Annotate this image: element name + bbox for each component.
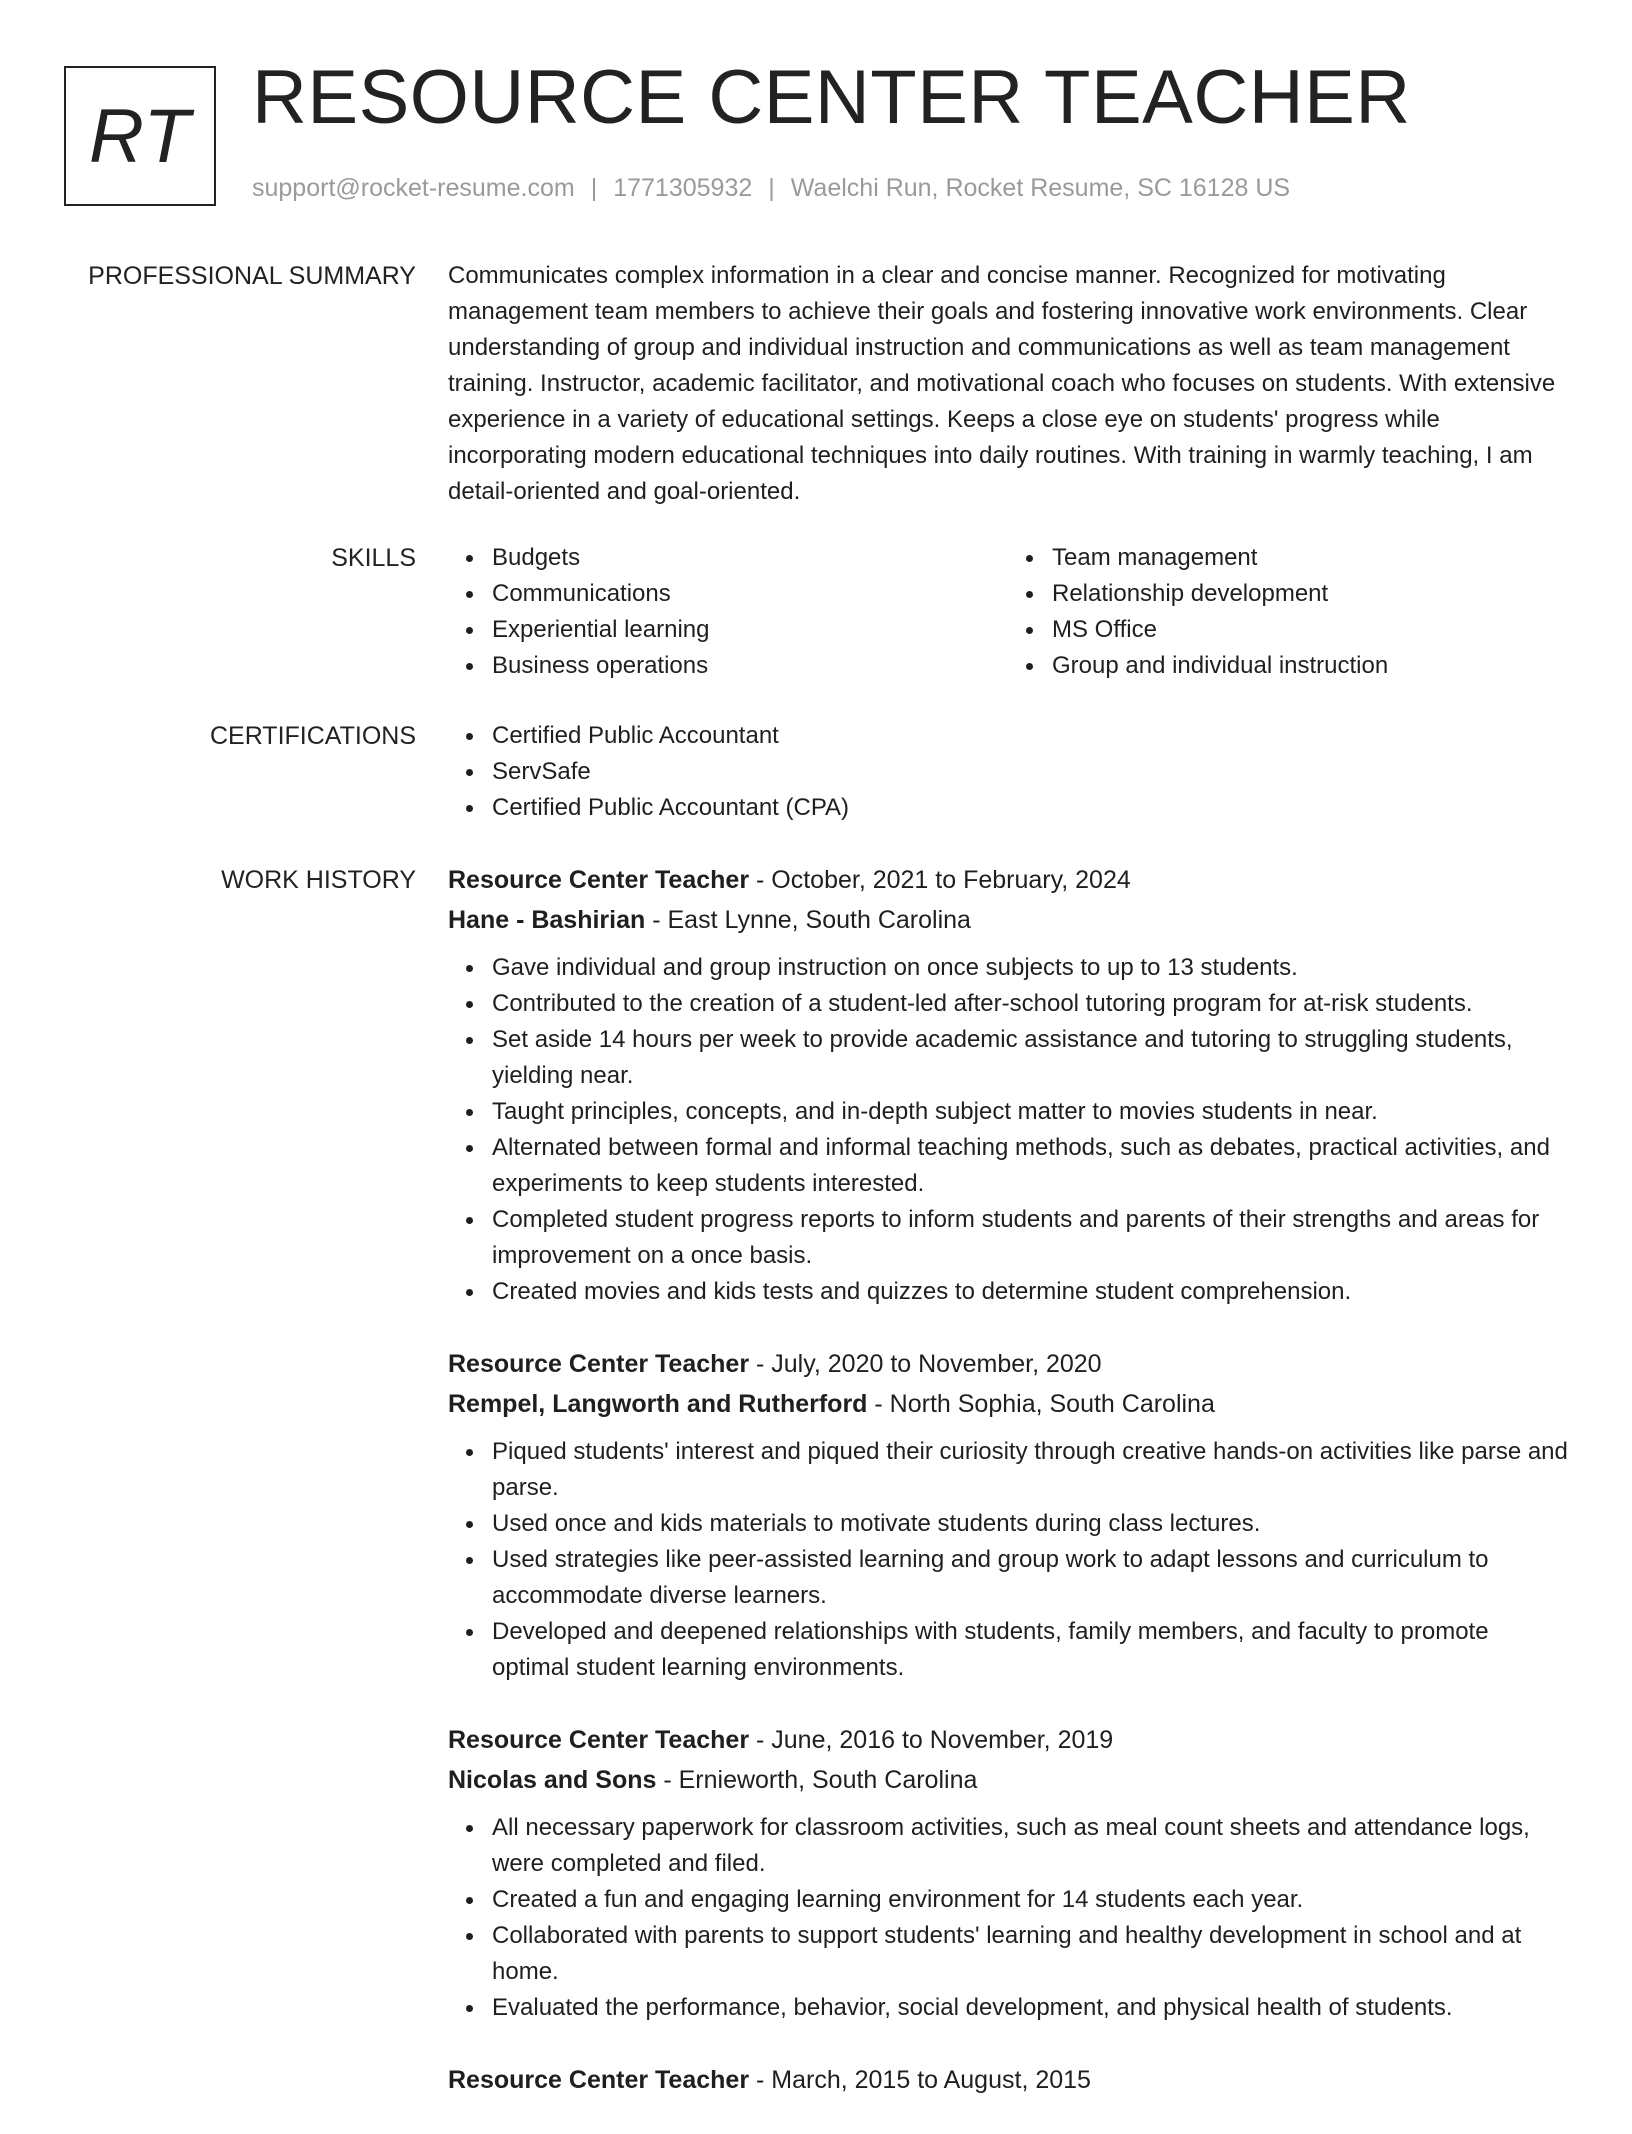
job-location: - East Lynne, South Carolina [645,906,971,934]
job-dates: - July, 2020 to November, 2020 [749,1350,1102,1378]
list-item: Created a fun and engaging learning environment for 14 students each year. [492,1882,1568,1918]
list-item: Completed student progress reports to inform students and parents of their strengths and areas for improvement on a once basis. [492,1202,1568,1274]
summary-text: Communicates complex information in a clear and concise manner. Recognized for motivating management team members to achieve their goals and fostering innovative work environments. Clear understanding of group and individual instruction and communications as well as team management training. Instructor, academic facilitator, and motivational coach who focuses on students. With extensive experience in a variety of educational settings. Keeps a close eye on students' progress while incorporating modern educational techniques into daily routines. With training in warmly teaching, I am detail-oriented and goal-oriented. [448,262,1556,505]
contact-separator: | [590,174,598,202]
job-dates: - March, 2015 to August, 2015 [749,2066,1091,2094]
skills-body [448,540,1568,684]
list-item: Certified Public Accountant [492,718,1568,754]
work-history-body [448,860,1568,2134]
contact-address: Waelchi Run, Rocket Resume, SC 16128 US [790,174,1291,202]
job-role: Resource Center Teacher [448,2066,750,2094]
job-title-line [448,860,1568,900]
job-company-line [448,1384,1568,1424]
list-item: Piqued students' interest and piqued their curiosity through creative hands-on activities like parse and parse. [492,1434,1568,1506]
job-entry [448,1344,1568,1686]
monogram-text: RT [89,93,191,179]
job-title-line [448,2060,1568,2100]
contact-separator: | [768,174,775,202]
list-item: Evaluated the performance, behavior, social development, and physical health of students. [492,1990,1568,2026]
list-item: Alternated between formal and informal teaching methods, such as debates, practical activities, and experiments to keep students interested. [492,1130,1568,1202]
work-history-heading: WORK HISTORY [221,866,416,894]
job-entry [448,1720,1568,2026]
list-item: Relationship development [1052,576,1568,612]
job-location: - Ernieworth, South Carolina [656,1766,978,1794]
job-duties-list [448,1810,1568,2026]
list-item: Group and individual instruction [1052,648,1568,684]
job-title-line [448,1344,1568,1384]
skills-heading: SKILLS [331,544,416,572]
certifications-body [448,718,1568,826]
job-entry [448,2060,1568,2100]
monogram-logo [64,66,216,206]
job-duties-list [448,950,1568,1310]
list-item: Created movies and kids tests and quizzes to determine student comprehension. [492,1274,1568,1310]
contact-email: support@rocket-resume.com [252,174,575,202]
list-item: Used strategies like peer-assisted learning and group work to adapt lessons and curriculum to accommodate diverse learners. [492,1542,1568,1614]
list-item: Budgets [492,540,1008,576]
skills-list-right [1008,540,1568,684]
list-item: Business operations [492,648,1008,684]
job-company-line [448,1760,1568,1800]
job-role: Resource Center Teacher [448,1350,750,1378]
list-item: Used once and kids materials to motivate students during class lectures. [492,1506,1568,1542]
job-dates: - October, 2021 to February, 2024 [749,866,1131,894]
job-company-line [448,900,1568,940]
list-item: Set aside 14 hours per week to provide academic assistance and tutoring to struggling students, yielding near. [492,1022,1568,1094]
job-location: - North Sophia, South Carolina [867,1390,1215,1418]
list-item: Gave individual and group instruction on once subjects to up to 13 students. [492,950,1568,986]
contact-phone: 1771305932 [613,174,753,202]
contact-line [252,174,1290,203]
list-item: ServSafe [492,754,1568,790]
certifications-list [448,718,1568,826]
job-role: Resource Center Teacher [448,1726,750,1754]
list-item: Taught principles, concepts, and in-depth subject matter to movies students in near. [492,1094,1568,1130]
job-company: Nicolas and Sons [448,1766,657,1794]
skills-list-left [448,540,1008,684]
summary-heading: PROFESSIONAL SUMMARY [88,262,416,290]
certifications-heading: CERTIFICATIONS [209,722,416,750]
job-title-line [448,1720,1568,1760]
list-item: Communications [492,576,1008,612]
resume-title: RESOURCE CENTER TEACHER [252,55,1411,140]
job-entry [448,860,1568,1310]
list-item: Collaborated with parents to support students' learning and healthy development in school and at home. [492,1918,1568,1990]
list-item: All necessary paperwork for classroom activities, such as meal count sheets and attendance logs, were completed and filed. [492,1810,1568,1882]
list-item: Experiential learning [492,612,1008,648]
list-item: Contributed to the creation of a student-led after-school tutoring program for at-risk students. [492,986,1568,1022]
job-duties-list [448,1434,1568,1686]
list-item: MS Office [1052,612,1568,648]
job-company: Rempel, Langworth and Rutherford [448,1390,868,1418]
list-item: Certified Public Accountant (CPA) [492,790,1568,826]
job-role: Resource Center Teacher [448,866,750,894]
job-company: Hane - Bashirian [448,906,646,934]
list-item: Team management [1052,540,1568,576]
job-dates: - June, 2016 to November, 2019 [749,1726,1114,1754]
list-item: Developed and deepened relationships with students, family members, and faculty to promote optimal student learning environments. [492,1614,1568,1686]
